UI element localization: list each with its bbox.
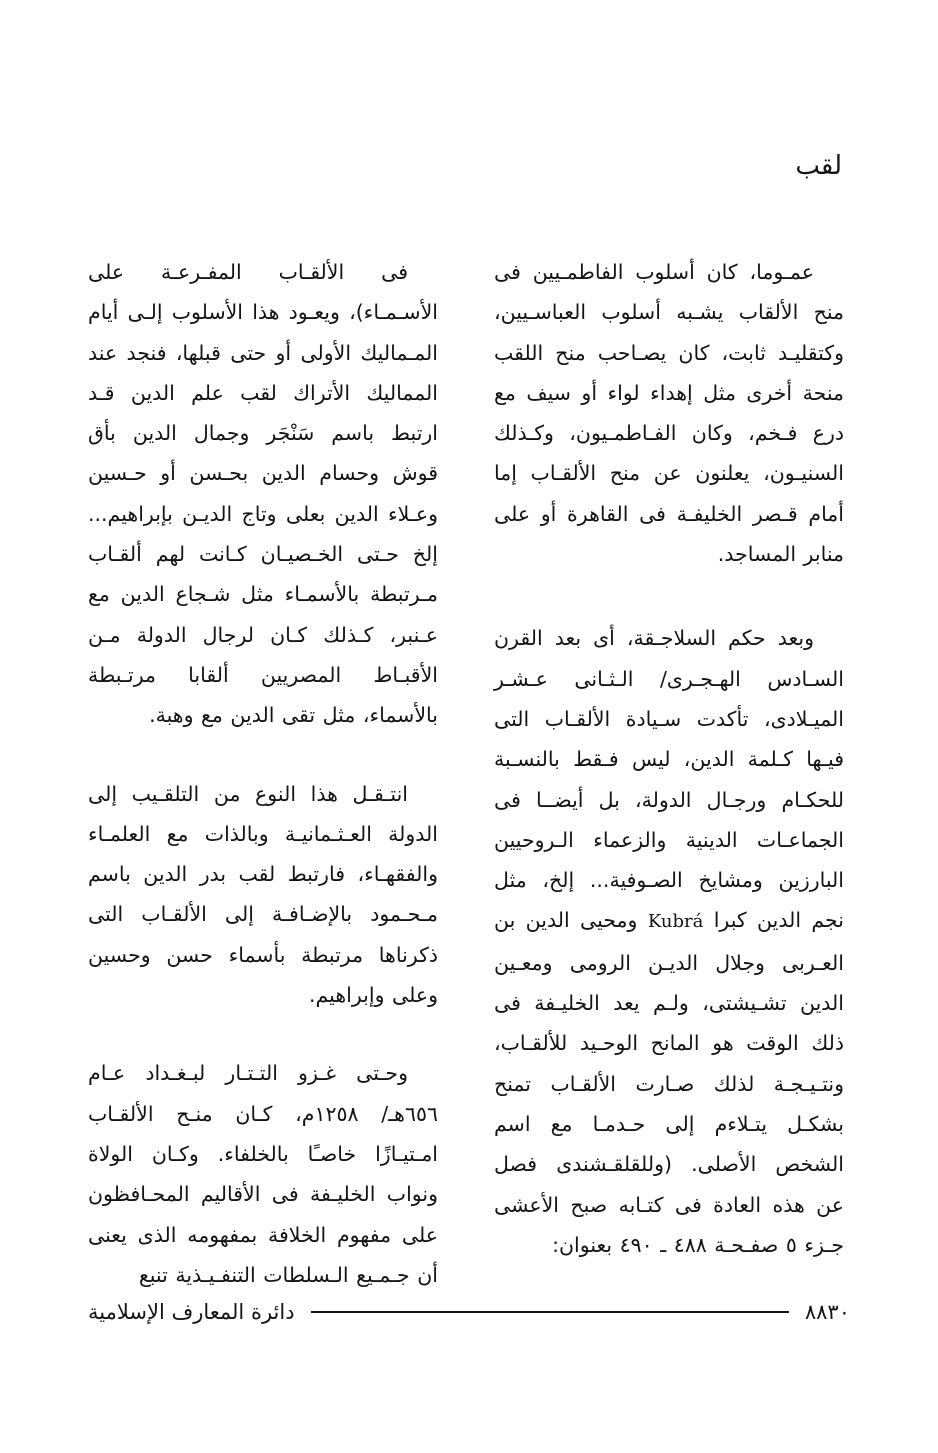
body-paragraph xyxy=(494,618,844,1265)
footer-rule xyxy=(311,1311,789,1313)
paragraph-text: ومحيى الدين بن العـربى وجلال الديـن الرومى ومعـين الدين تشـيشتى، ولـم يعد الخليـفة فى ذلك الوقت هو المانح الوحـيد للألقـاب، ونتـيـجـة لذلك صـارت الألقـاب تمنح بشكـل يتـلاءم إلى حـدمـا مع اسم الشخص الأصلى. (وللقلقـشندى فصل عن هذه العادة فى كتـابه صبح الأعشى جـزء ٥ صفـحـة ٤٨٨ ـ ٤٩٠ بعنوان: xyxy=(494,908,844,1257)
body-paragraph: عمـوما، كان أسلوب الفاطمـيين فى منح الألقاب يشـبه أسلوب العباسـيين، وكتقليـد ثابت، كان يصـاحب منح اللقب منحة أخرى مثل إهداء لواء أو سيف مع درع فـخم، وكان الفـاطمـيون، وكـذلك السنيـون، يعلنون عن منح الألقـاب إما أمام قـصر الخليفـة فى القاهرة أو على منابر المساجد. xyxy=(494,260,844,567)
body-paragraph: وحـتى غـزو التـتـار لبـغـداد عـام ٦٥٦هـ/ ١٢٥٨م، كـان منـح الألقـاب امـتيـازًا خاصـًا بالخلفاء. وكـان الولاة ونواب الخليـفة فى الأقاليم المحـافظون على مفهوم الخلافة بمفهومه الذى يعنى أن جـمـيع الـسلطات التنفـيـذية تنبع xyxy=(88,1061,438,1287)
paragraph-text: وبعد حكم السلاجـقة، أى بعد القرن السـادس الهـجـرى/ الـثـانى عـشـر الميـلادى، تأكدت سـيادة الألقـاب التى فيـها كـلمة الدين، ليس فـقط بالنسـبة للحكـام ورجـال الدولة، بل أيضــا فى الجماعـات الدينية والزعماء الـروحيين البارزين ومشايخ الصـوفية... إلخ، مثل نجم الدين كبرا xyxy=(494,626,844,933)
latin-term: Kubrá xyxy=(647,911,704,933)
body-paragraph: فى الألقـاب المفـرعـة على الأسـمـاء)، ويعـود هذا الأسلوب إلـى أيام المـماليك الأولى أو حتى قبلها، فنجد عند المماليك الأتراك لقب علم الدين قـد ارتبط باسم سَنْجَر وجمال الدين بأق قوش وحسام الدين بحـسن أو حـسين وعـلاء الدين بعلى وتاج الديـن بإبراهيم... إلخ حـتى الخـصيـان كـانت لهم ألقـاب مـرتبطة بالأسمـاء مثل شـجاع الدين مع عـنبر، كـذلك كـان لرجال الدولة مـن الأقبـاط المصريين ألقابا مرتـبطة بالأسماء، مثل تقى الدين مع وهبة. xyxy=(88,260,438,728)
body-paragraph: انتـقـل هذا النوع من التلقـيب إلى الدولة العـثـمانيـة وبالذات مع العلمـاء والفقهـاء، فارتبط لقب بدر الدين باسم مـحـمود بالإضـافـة إلى الألقـاب التى ذكرناها مرتبطة بأسماء حسن وحسين وعلى وإبراهيم. xyxy=(88,781,438,1008)
running-head: لقب xyxy=(795,151,842,181)
right-column xyxy=(494,252,844,1265)
left-column xyxy=(88,252,438,1295)
page-number: ٨٨٣٠ xyxy=(804,1300,850,1324)
page-footer xyxy=(88,1292,850,1332)
publication-title: دائرة المعارف الإسلامية xyxy=(88,1300,295,1324)
